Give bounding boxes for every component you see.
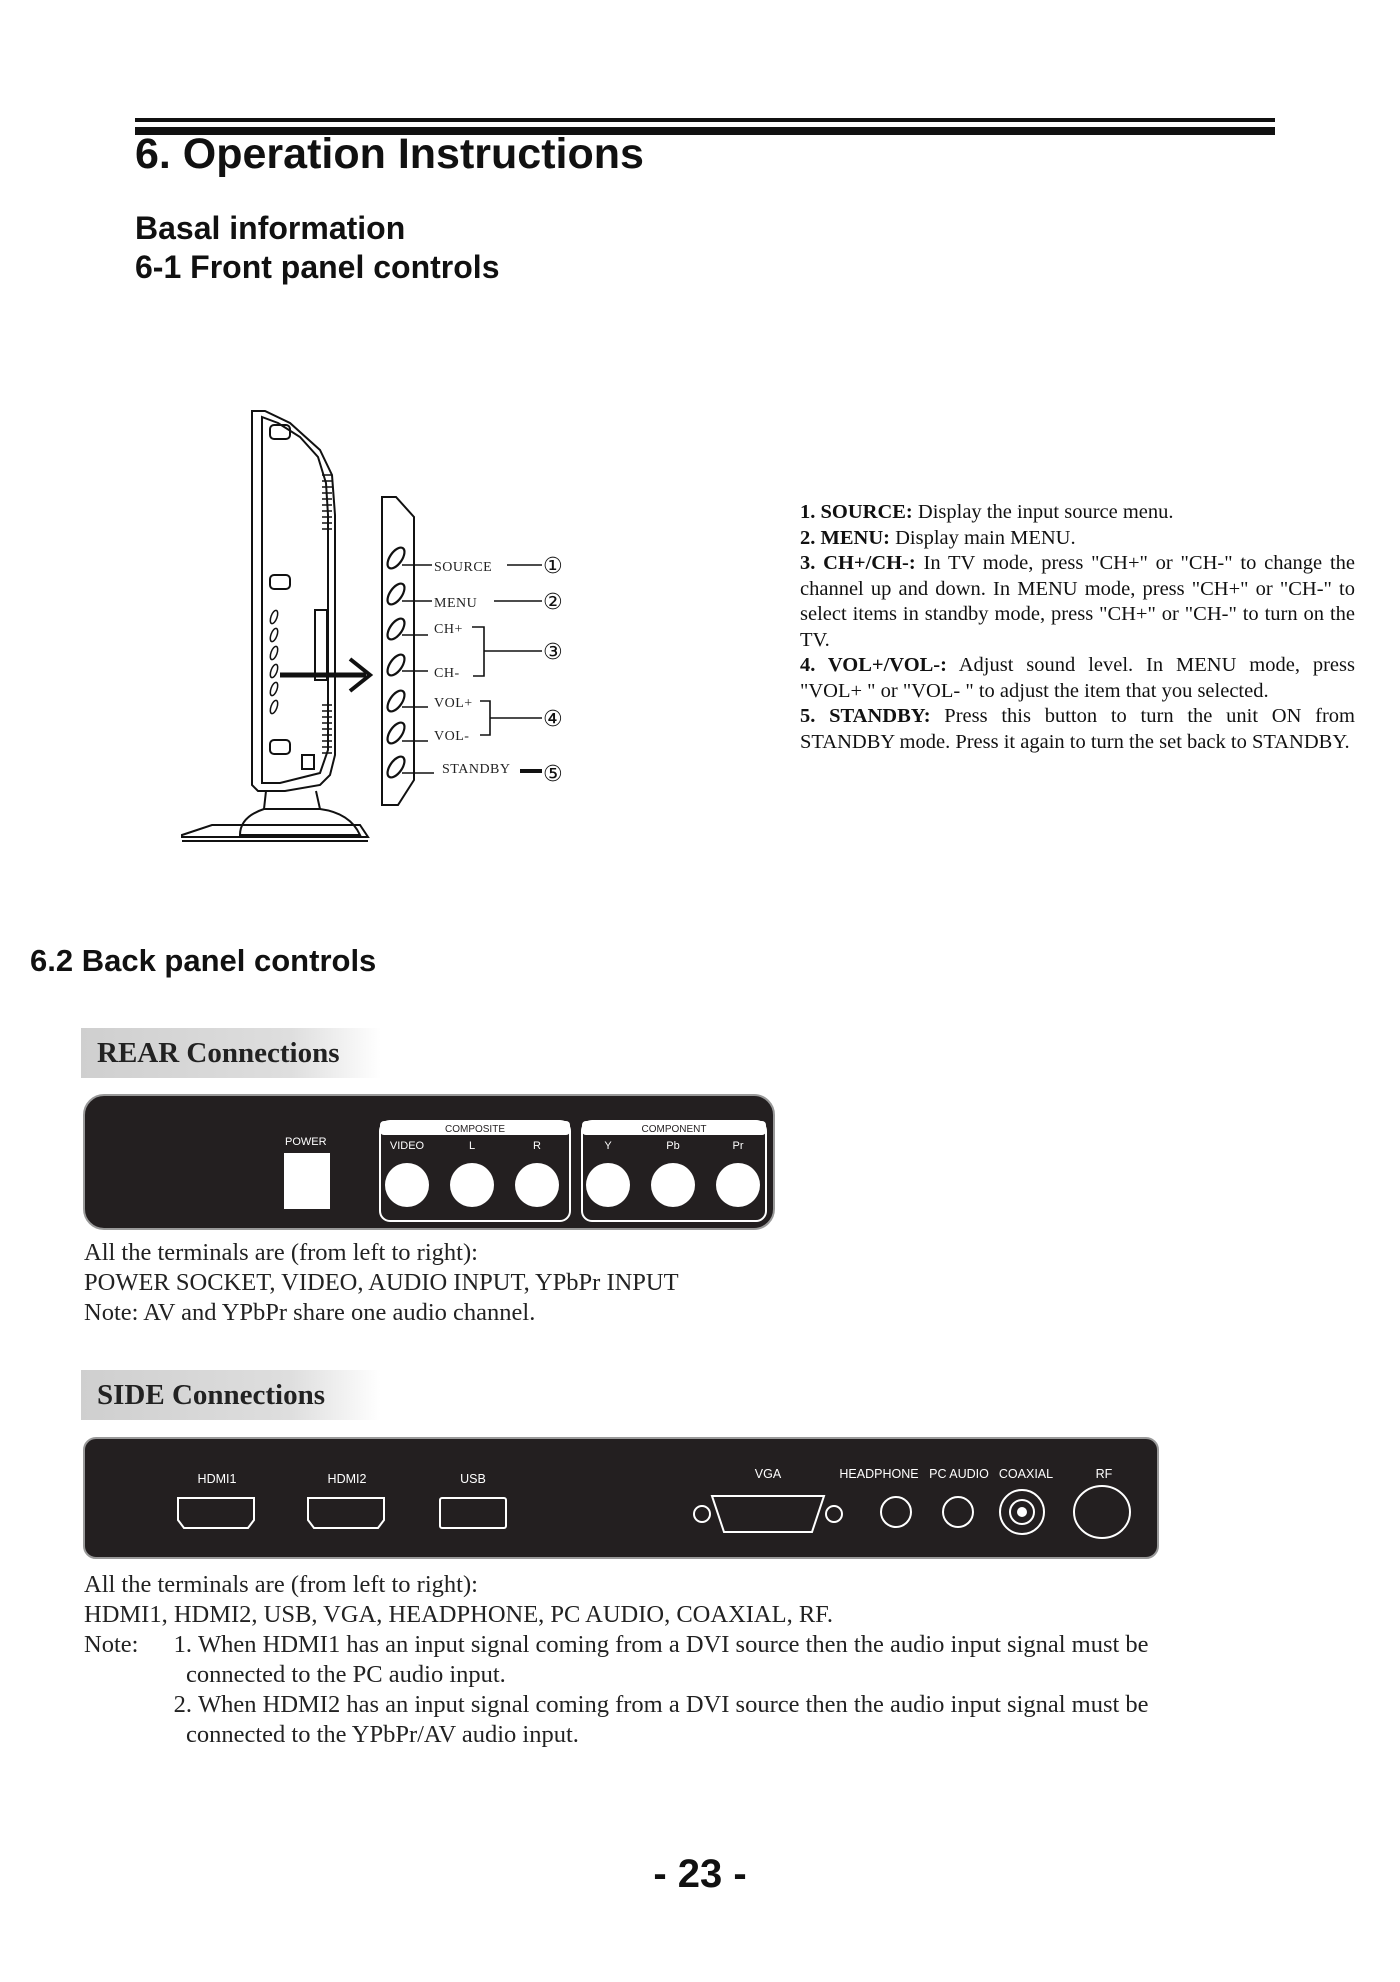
side-label-hdmi2: HDMI2: [327, 1472, 367, 1486]
side-label-hdmi1: HDMI1: [197, 1472, 237, 1486]
pr-jack: [716, 1163, 760, 1207]
description-item: 2. MENU: Display main MENU.: [800, 526, 1076, 549]
audio-r-jack: [515, 1163, 559, 1207]
side-connections-banner: [81, 1370, 381, 1420]
y-jack: [586, 1163, 630, 1207]
power-socket: [284, 1153, 330, 1209]
source-button: [384, 545, 408, 572]
page-title: 6. Operation Instructions: [135, 130, 644, 178]
rear-label-r: R: [533, 1140, 541, 1152]
section-front-heading: 6-1 Front panel controls: [135, 249, 500, 285]
section-back-heading: 6.2 Back panel controls: [30, 943, 377, 978]
audio-l-jack: [450, 1163, 494, 1207]
side-label-rf: RF: [1095, 1467, 1113, 1481]
front-panel-descriptions: [800, 500, 1355, 755]
label-standby: STANDBY: [442, 762, 511, 777]
label-ch-plus: CH+: [434, 622, 463, 637]
callout-2: ②: [543, 589, 563, 614]
callout-1: ①: [543, 553, 563, 578]
menu-button: [384, 581, 408, 608]
rear-label-composite: COMPOSITE: [444, 1124, 506, 1135]
standby-button: [384, 754, 408, 781]
rear-connections-text: All the terminals are (from left to right): POWER SOCKET, VIDEO, AUDIO INPUT, YPbPr INPUT Note: AV and YPbPr share one audio channel.: [84, 1239, 679, 1326]
vol-plus-button: [384, 688, 408, 715]
ch-plus-button: [384, 616, 408, 643]
callout-5: ⑤: [543, 761, 563, 786]
label-ch-minus: CH-: [434, 666, 460, 681]
header-rule-top: [135, 118, 1275, 122]
side-connections-title: SIDE Connections: [97, 1379, 326, 1411]
arrow-icon: [280, 659, 370, 691]
side-notes: Note: 1. When HDMI1 has an input signal coming from a DVI source then the audio input signal must be connected to the PC audio input. 2. When HDMI2 has an input signal coming from a DVI source then the audio input signal must be connected to the YPbPr/AV audio input.: [84, 1630, 1314, 1750]
pb-jack: [651, 1163, 695, 1207]
rear-label-y: Y: [604, 1140, 612, 1152]
rear-label-component: COMPONENT: [641, 1124, 707, 1135]
rear-connections-banner: [81, 1028, 381, 1078]
vol-minus-button: [384, 720, 408, 747]
page-number: - 23 -: [653, 1852, 747, 1896]
side-label-pc-audio: PC AUDIO: [929, 1467, 989, 1481]
rear-connections-title: REAR Connections: [97, 1037, 340, 1069]
description-item: 5. STANDBY: Press this button to turn the unit ON from STANDBY mode. Press it again to turn the set back to STANDBY.: [800, 705, 1356, 753]
label-source: SOURCE: [434, 560, 493, 575]
note-2: 2. When HDMI2 has an input signal coming from a DVI source then the audio input signal must be: [173, 1691, 1149, 1718]
label-vol-minus: VOL-: [434, 729, 470, 744]
side-panel-diagram: [82, 1436, 1160, 1560]
description-item: 3. CH+/CH-: In TV mode, press "CH+" or "CH-" to change the channel up and down. In MENU mode, press "CH+" or "CH-" to select items in standby mode, press "CH+" or "CH-" to turn on the TV.: [800, 552, 1355, 651]
label-vol-plus: VOL+: [434, 696, 473, 711]
callout-3: ③: [543, 639, 563, 664]
tv-side-illustration: [182, 411, 368, 841]
side-label-vga: VGA: [754, 1467, 782, 1481]
rear-label-video: VIDEO: [389, 1140, 425, 1152]
side-connections-text: All the terminals are (from left to right): HDMI1, HDMI2, USB, VGA, HEADPHONE, PC AUDIO, COAXIAL, RF.: [84, 1571, 833, 1628]
side-label-coaxial: COAXIAL: [998, 1467, 1054, 1481]
side-label-usb: USB: [460, 1472, 486, 1486]
section-basal-heading: Basal information: [135, 210, 406, 246]
side-label-headphone: HEADPHONE: [839, 1467, 919, 1481]
video-jack: [385, 1163, 429, 1207]
description-item: 4. VOL+/VOL-: Adjust sound level. In MENU mode, press "VOL+ " or "VOL- " to adjust the item that you selected.: [800, 654, 1355, 702]
button-panel-outline: [382, 497, 414, 805]
ch-minus-button: [384, 652, 408, 679]
button-ovals: [384, 545, 408, 781]
rear-label-l: L: [468, 1140, 476, 1152]
rear-label-pr: Pr: [732, 1140, 744, 1152]
front-panel-diagram: [170, 405, 630, 855]
label-menu: MENU: [434, 596, 478, 611]
rear-panel-diagram: [82, 1093, 776, 1231]
description-item: 1. SOURCE: Display the input source menu.: [800, 501, 1174, 523]
note-1: Note: 1. When HDMI1 has an input signal coming from a DVI source then the audio input signal must be: [84, 1631, 1149, 1658]
rear-label-power: POWER: [285, 1136, 327, 1148]
callout-4: ④: [543, 706, 563, 731]
rear-label-pb: Pb: [666, 1140, 680, 1152]
